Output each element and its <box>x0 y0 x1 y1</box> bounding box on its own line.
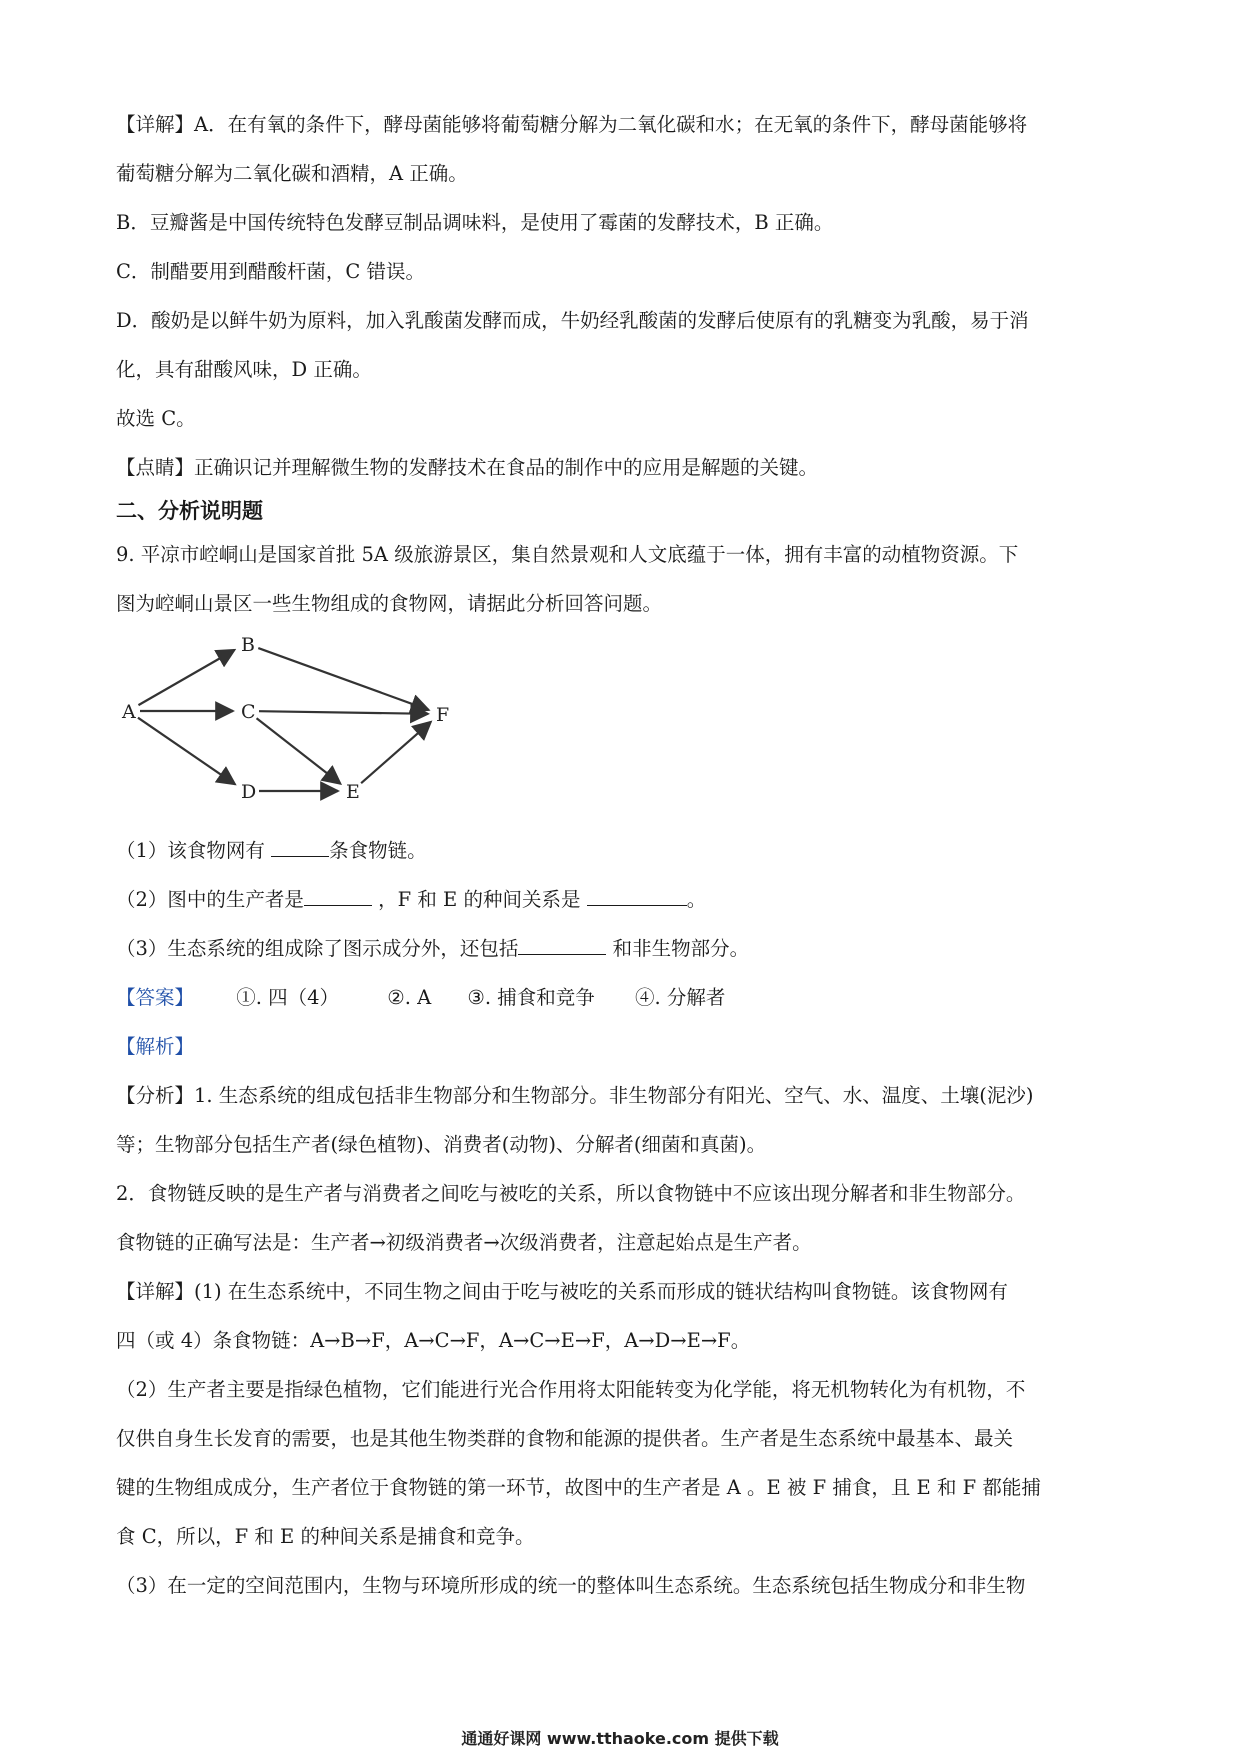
q1-suffix: 条食物链。 <box>329 839 427 862</box>
q9-sub2 <box>116 875 1136 924</box>
q3-blank[interactable] <box>518 936 606 955</box>
edge-C-E <box>257 718 341 783</box>
fenxi-line4: 食物链的正确写法是：生产者→初级消费者→次级消费者，注意起始点是生产者。 <box>116 1231 812 1254</box>
node-B: B <box>241 636 255 656</box>
answer-1: ①. 四（4） <box>236 986 340 1009</box>
fenxi-line3: 2．食物链反映的是生产者与消费者之间吃与被吃的关系，所以食物链中不应该出现分解者和非生物部分。 <box>116 1182 1026 1205</box>
q9-stem-line1: 9. 平凉市崆峒山是国家首批 5A 级旅游景区，集自然景观和人文底蕴于一体，拥有丰富的动植物资源。下 <box>116 543 1019 566</box>
xiangjie1-line1: 【详解】(1) 在生态系统中，不同生物之间由于吃与被吃的关系而形成的链状结构叫食物链。该食物网有 <box>116 1280 1008 1303</box>
node-A: A <box>122 701 136 723</box>
page-footer: 通通好课网 www.tthaoke.com 提供下载 <box>461 1729 779 1748</box>
detail-b: B．豆瓣酱是中国传统特色发酵豆制品调味料，是使用了霉菌的发酵技术，B 正确。 <box>116 211 834 234</box>
answer-2: ②. A <box>387 986 432 1009</box>
xiangjie3-line1: （3）在一定的空间范围内，生物与环境所形成的统一的整体叫生态系统。生态系统包括生物成分和非生物 <box>116 1574 1026 1597</box>
edge-C-F <box>259 711 428 714</box>
answer-4: ④. 分解者 <box>635 986 726 1009</box>
edge-B-F <box>258 648 428 710</box>
page-content <box>116 100 1136 1610</box>
xiangjie2-line4: 食 C，所以，F 和 E 的种间关系是捕食和竞争。 <box>116 1525 535 1548</box>
q1-blank[interactable] <box>271 838 329 857</box>
detail-d-line2: 化，具有甜酸风味，D 正确。 <box>116 358 372 381</box>
q3-prefix: （3）生态系统的组成除了图示成分外，还包括 <box>116 937 519 960</box>
detail-a-line1: 【详解】A．在有氧的条件下，酵母菌能够将葡萄糖分解为二氧化碳和水；在无氧的条件下，酵母菌能够将 <box>116 113 1028 136</box>
q3-suffix: 和非生物部分。 <box>606 937 750 960</box>
xiangjie2-line2: 仅供自身生长发育的需要，也是其他生物类群的食物和能源的提供者。生产者是生态系统中最基本、最关 <box>116 1427 1014 1450</box>
food-web-svg <box>116 636 516 816</box>
fenxi-line2: 等；生物部分包括生产者(绿色植物)、消费者(动物)、分解者(细菌和真菌)。 <box>116 1133 767 1156</box>
q2-middle: ，F 和 E 的种间关系是 <box>371 888 587 911</box>
node-D: D <box>241 781 257 803</box>
node-C: C <box>241 701 256 723</box>
detail-c: C．制醋要用到醋酸杆菌，C 错误。 <box>116 260 426 283</box>
q9-sub3 <box>116 924 1136 973</box>
q2-blank-producer[interactable] <box>304 887 372 906</box>
q9-sub1 <box>116 826 1136 875</box>
node-F: F <box>436 704 450 726</box>
answer-3: ③. 捕食和竞争 <box>467 986 595 1009</box>
food-web-diagram <box>116 636 516 816</box>
q2-prefix: （2）图中的生产者是 <box>116 888 304 911</box>
q2-suffix: 。 <box>686 888 707 911</box>
detail-a-line2: 葡萄糖分解为二氧化碳和酒精，A 正确。 <box>116 162 468 185</box>
xiangjie2-line3: 键的生物组成成分，生产者位于食物链的第一环节，故图中的生产者是 A 。E 被 F 捕食，且 E 和 F 都能捕 <box>116 1476 1041 1499</box>
q1-prefix: （1）该食物网有 <box>116 839 272 862</box>
q9-stem-line2: 图为崆峒山景区一些生物组成的食物网，请据此分析回答问题。 <box>116 592 663 615</box>
fenxi-line1: 【分析】1. 生态系统的组成包括非生物部分和生物部分。非生物部分有阳光、空气、水、温度、土壤(泥沙) <box>116 1084 1034 1107</box>
xiangjie1-line2: 四（或 4）条食物链：A→B→F，A→C→F，A→C→E→F，A→D→E→F。 <box>116 1329 751 1352</box>
answer-row <box>116 973 1136 1022</box>
q2-blank-relation[interactable] <box>587 887 687 906</box>
xiangjie2-line1: （2）生产者主要是指绿色植物，它们能进行光合作用将太阳能转变为化学能，将无机物转化为有机物，不 <box>116 1378 1026 1401</box>
node-E: E <box>346 781 360 803</box>
edge-A-D <box>138 718 235 785</box>
edge-A-B <box>138 650 234 705</box>
section-title: 二、分析说明题 <box>116 499 263 523</box>
dianjing-line: 【点睛】正确识记并理解微生物的发酵技术在食品的制作中的应用是解题的关键。 <box>116 456 819 479</box>
analysis-label: 【解析】 <box>116 1035 195 1058</box>
edge-E-F <box>361 722 431 783</box>
answer-label: 【答案】 <box>116 986 195 1009</box>
detail-d-line1: D．酸奶是以鲜牛奶为原料，加入乳酸菌发酵而成，牛奶经乳酸菌的发酵后使原有的乳糖变为乳酸，易于消 <box>116 309 1029 332</box>
choice-line: 故选 C。 <box>116 407 196 430</box>
